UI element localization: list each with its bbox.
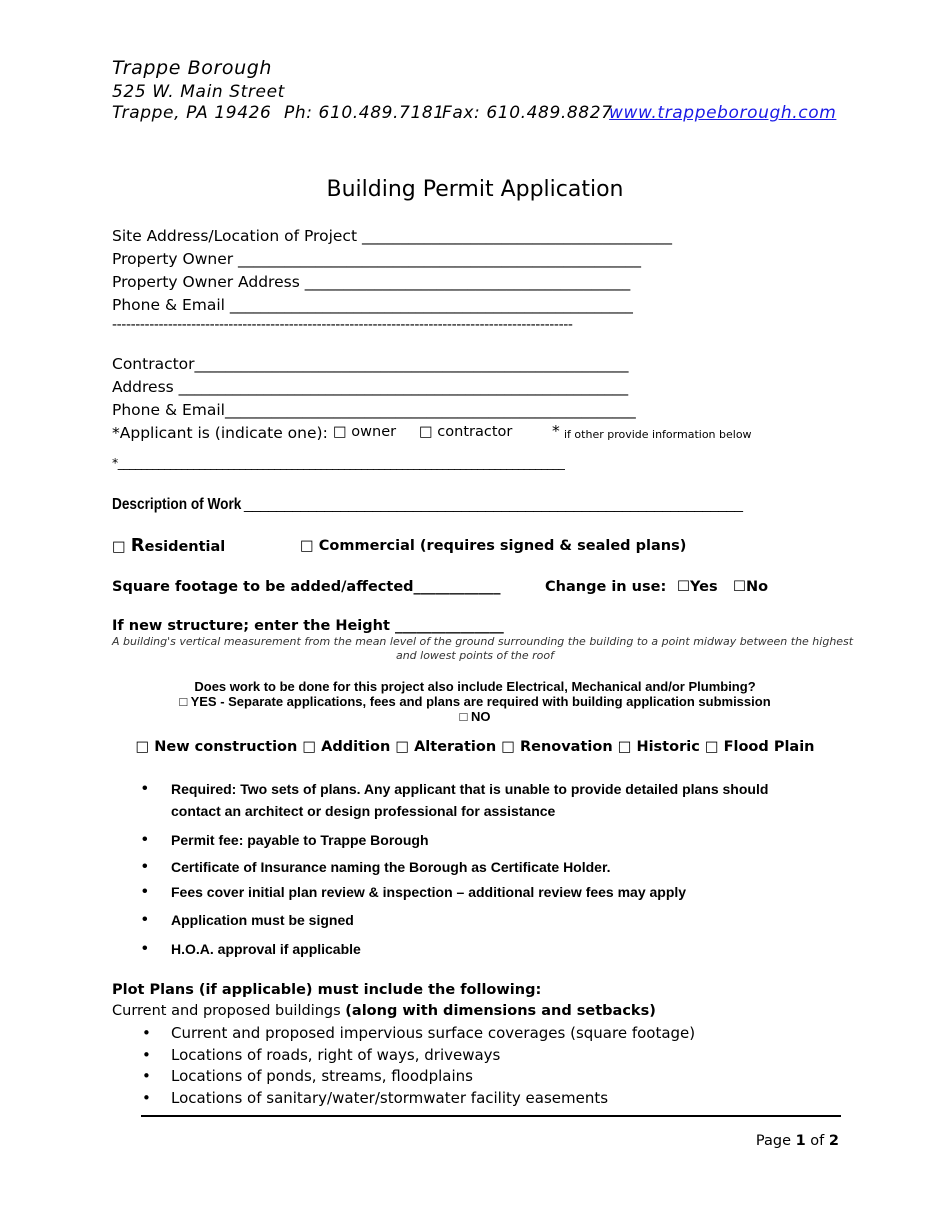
requirement-plans-line2: contact an architect or design professional for assistance	[171, 803, 556, 819]
commercial-option[interactable]: □ Commercial (requires signed & sealed plans)	[300, 538, 687, 554]
plot-plans-intro-text: Current and proposed buildings	[112, 1003, 346, 1019]
height-note-line1: A building's vertical measurement from the mean level of the ground surrounding the building to a point midway between the highest	[112, 635, 854, 648]
plot-plans-intro	[112, 1003, 656, 1019]
requirement-permit-fee: Permit fee: payable to Trappe Borough	[171, 832, 429, 848]
emp-yes-option[interactable]: □ YES - Separate applications, fees and plans are required with building application submission	[179, 694, 771, 709]
bullet-icon: •	[142, 1067, 151, 1085]
work-type-options[interactable]: □ New construction □ Addition □ Alteration □ Renovation □ Historic □ Flood Plain	[135, 739, 815, 755]
section-divider: ---------------------------------------------------------------------------------------------------	[112, 317, 573, 333]
applicant-contractor-checkbox[interactable]: □ contractor	[419, 424, 513, 440]
contractor-phone-email-field[interactable]: Phone & Email_____________________________________________________	[112, 401, 636, 419]
page-label: Page	[755, 1133, 796, 1149]
bullet-icon: •	[142, 1089, 151, 1107]
property-owner-field[interactable]: Property Owner ____________________________________________________	[112, 250, 642, 268]
bullet-icon: •	[142, 883, 148, 900]
requirement-hoa: H.O.A. approval if applicable	[171, 941, 361, 957]
page-title: Building Permit Application	[326, 177, 624, 202]
plot-item-1: Current and proposed impervious surface coverages (square footage)	[171, 1024, 696, 1042]
residential-initial: R	[130, 535, 145, 556]
requirement-fees: Fees cover initial plan review & inspection – additional review fees may apply	[171, 884, 687, 900]
applicant-label: *Applicant is (indicate one):	[112, 424, 328, 442]
requirement-insurance: Certificate of Insurance naming the Borough as Certificate Holder.	[171, 859, 611, 875]
plot-plans-heading: Plot Plans (if applicable) must include the following:	[112, 982, 542, 998]
bullet-icon: •	[142, 780, 148, 797]
change-in-use-yes-checkbox[interactable]: ☐Yes	[677, 579, 718, 595]
applicant-owner-checkbox[interactable]: □ owner	[333, 424, 397, 440]
bullet-icon: •	[142, 1046, 151, 1064]
other-info-field[interactable]: *_____________________________________________________________________________	[112, 455, 565, 470]
total-pages: 2	[828, 1133, 839, 1149]
org-fax: Fax: 610.489.8827	[442, 103, 613, 123]
list-item	[142, 1067, 473, 1085]
list-item	[142, 1089, 609, 1107]
emp-question: Does work to be done for this project also include Electrical, Mechanical and/or Plumbing?	[194, 679, 756, 694]
plot-item-4: Locations of sanitary/water/stormwater facility easements	[171, 1089, 609, 1107]
contractor-address-field[interactable]: Address __________________________________________________________	[112, 378, 629, 396]
footer-divider	[141, 1115, 841, 1117]
description-field[interactable]: ______________________________________________________________	[244, 496, 743, 513]
emp-no-option[interactable]: □ NO	[459, 709, 491, 724]
plot-item-3: Locations of ponds, streams, floodplains	[171, 1067, 473, 1085]
bullet-icon: •	[142, 911, 148, 928]
residential-label: esidential	[144, 539, 226, 555]
residential-option[interactable]	[112, 535, 225, 556]
other-asterisk: *	[552, 422, 560, 440]
list-item	[142, 1024, 696, 1042]
residential-checkbox[interactable]: □	[112, 539, 126, 555]
site-address-field[interactable]: Site Address/Location of Project ________________________________________	[112, 227, 672, 245]
of-label: of	[805, 1133, 829, 1149]
plot-item-2: Locations of roads, right of ways, driveways	[171, 1046, 501, 1064]
org-phone: Ph: 610.489.7181	[284, 103, 445, 123]
list-item	[142, 1046, 501, 1064]
height-note-line2: and lowest points of the roof	[395, 649, 555, 662]
org-city: Trappe, PA 19426	[112, 103, 272, 123]
height-field[interactable]: If new structure; enter the Height _______________	[112, 618, 504, 634]
change-in-use-label: Change in use:	[545, 579, 667, 595]
plot-plans-intro-bold: (along with dimensions and setbacks)	[345, 1003, 656, 1019]
website-link[interactable]: www.trappeborough.com	[609, 103, 837, 123]
contractor-field[interactable]: Contractor________________________________________________________	[112, 355, 629, 373]
description-label: Description of Work	[112, 496, 242, 513]
bullet-icon: •	[142, 831, 148, 848]
owner-phone-email-field[interactable]: Phone & Email ____________________________________________________	[112, 296, 633, 314]
requirement-plans-line1: Required: Two sets of plans. Any applicant that is unable to provide detailed plans should	[171, 781, 769, 797]
other-note: if other provide information below	[564, 428, 752, 441]
page-number	[756, 1133, 839, 1149]
bullet-icon: •	[142, 1024, 151, 1042]
current-page: 1	[795, 1133, 806, 1149]
requirement-signed: Application must be signed	[171, 912, 354, 928]
org-name: Trappe Borough	[112, 57, 273, 79]
bullet-icon: •	[142, 858, 148, 875]
change-in-use-no-checkbox[interactable]: ☐No	[733, 579, 769, 595]
square-footage-field[interactable]: Square footage to be added/affected____________	[112, 579, 501, 595]
org-street: 525 W. Main Street	[112, 82, 285, 102]
owner-address-field[interactable]: Property Owner Address __________________________________________	[112, 273, 631, 291]
bullet-icon: •	[142, 940, 148, 957]
